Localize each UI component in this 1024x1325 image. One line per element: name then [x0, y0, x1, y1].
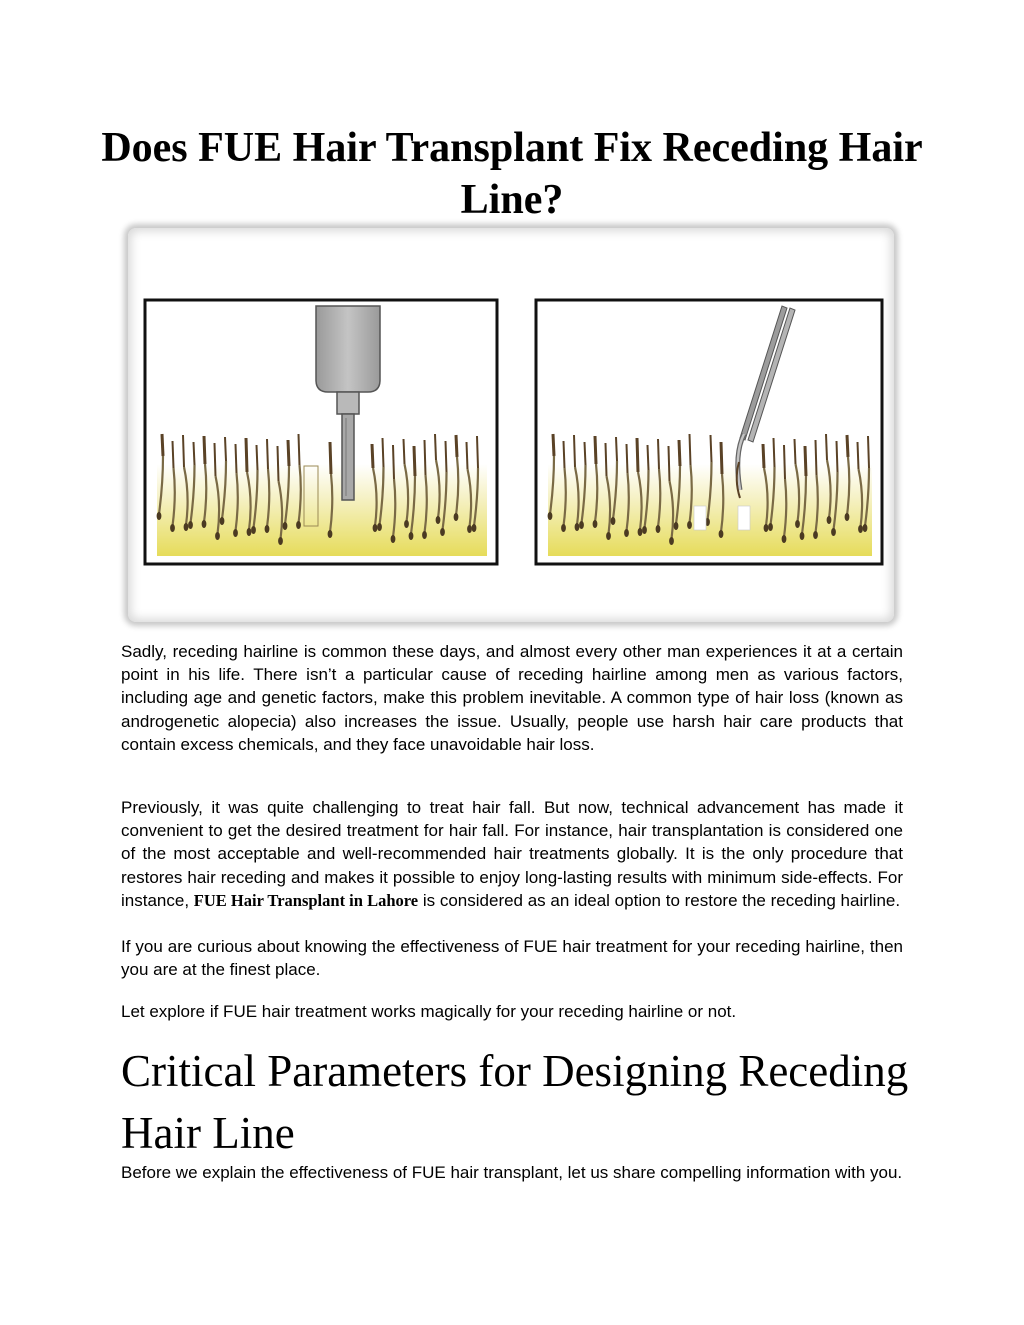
hair-bulb: [593, 520, 598, 528]
hair-shaft: [837, 441, 838, 472]
hair-shaft: [236, 444, 237, 473]
hair-bulb: [184, 523, 189, 531]
hair-bulb: [863, 524, 868, 532]
hair-shaft: [225, 437, 226, 461]
hair-bulb: [624, 529, 629, 537]
hair-bulb: [454, 513, 459, 521]
hair-shaft: [435, 434, 436, 460]
hair-bulb: [409, 532, 414, 540]
hair-bulb: [440, 528, 445, 536]
hair-bulb: [800, 532, 805, 540]
hair-shaft: [477, 436, 478, 468]
hair-bulb: [170, 524, 175, 532]
hair-shaft: [215, 443, 216, 476]
hair-bulb: [606, 532, 611, 540]
hair-bulb: [795, 520, 800, 528]
hair-bulb: [656, 525, 661, 533]
hair-bulb: [669, 537, 674, 545]
hair-shaft: [299, 434, 300, 465]
hair-bulb: [233, 529, 238, 537]
hair-bulb: [296, 521, 301, 529]
hair-shaft: [383, 438, 384, 467]
hair-bulb: [247, 528, 252, 536]
hair-shaft: [288, 440, 289, 466]
hair-shaft: [858, 442, 859, 469]
hair-shaft: [414, 446, 415, 476]
explore-paragraph: Let explore if FUE hair treatment works magically for your receding hairline or not.: [121, 1002, 737, 1021]
left-panel: [145, 300, 497, 564]
hair-bulb: [157, 512, 162, 520]
hair-bulb: [611, 517, 616, 525]
hair-bulb: [768, 523, 773, 531]
treatment-paragraph: [121, 796, 903, 912]
hair-shaft: [183, 435, 184, 467]
hair-bulb: [579, 521, 584, 529]
hair-shaft: [606, 443, 607, 476]
hair-bulb: [719, 530, 724, 538]
hair-bulb: [472, 524, 477, 532]
hair-shaft: [669, 446, 670, 481]
hair-shaft: [595, 436, 596, 464]
hair-bulb: [188, 521, 193, 529]
hair-shaft: [446, 441, 447, 472]
right-panel: [536, 300, 882, 564]
hair-shaft: [257, 445, 258, 470]
hair-shaft: [162, 434, 163, 456]
hair-shaft: [456, 435, 457, 457]
hair-shaft: [763, 444, 764, 468]
hair-shaft: [774, 438, 775, 467]
hair-bulb: [831, 528, 836, 536]
hair-shaft: [204, 436, 205, 464]
hair-shaft: [585, 442, 586, 465]
hair-bulb: [328, 530, 333, 538]
intro-paragraph: Sadly, receding hairline is common these days, and almost every other man experiences it at a certain point in his life. There isn’t a particular cause of receding hairline among men as various factors, including age and genetic factors, make this problem inevitable. A common type of hair loss (known as androgenetic alopecia) also increases the issue. Usually, people use harsh hair care products that contain excess chemicals, and they face unavoidable hair loss.: [121, 642, 903, 754]
hair-shaft: [278, 446, 279, 481]
hair-bulb: [220, 517, 225, 525]
hair-shaft: [637, 438, 638, 472]
hair-shaft: [784, 445, 785, 479]
fue-illustration: [128, 228, 894, 622]
hair-bulb: [561, 524, 566, 532]
hair-bulb: [265, 525, 270, 533]
hair-bulb: [858, 525, 863, 533]
hair-shaft: [690, 434, 691, 465]
section-intro-paragraph: Before we explain the effectiveness of FUE hair transplant, let us share compelling information with you.: [121, 1163, 903, 1182]
hair-bulb: [391, 535, 396, 543]
hair-shaft: [330, 442, 331, 474]
hair-shaft: [627, 444, 628, 473]
hair-bulb: [251, 526, 256, 534]
hair-shaft: [847, 435, 848, 457]
hair-shaft: [467, 442, 468, 469]
hair-shaft: [564, 441, 565, 468]
hair-shaft: [194, 442, 195, 465]
hair-shaft: [616, 437, 617, 461]
hair-bulb: [467, 525, 472, 533]
hair-shaft: [826, 434, 827, 460]
hair-shaft: [711, 435, 712, 462]
hair-shaft: [267, 439, 268, 469]
hair-shaft: [795, 439, 796, 464]
hair-bulb: [436, 516, 441, 524]
hair-shaft: [246, 438, 247, 472]
hair-bulb: [373, 524, 378, 532]
hair-shaft: [372, 444, 373, 468]
hair-bulb: [404, 520, 409, 528]
hair-bulb: [687, 521, 692, 529]
hair-shaft: [553, 434, 554, 456]
hair-shaft: [173, 441, 174, 468]
hair-bulb: [283, 522, 288, 530]
hair-bulb: [642, 526, 647, 534]
hair-bulb: [782, 535, 787, 543]
hair-shaft: [393, 445, 394, 479]
hair-bulb: [215, 532, 220, 540]
hair-bulb: [813, 531, 818, 539]
hair-bulb: [575, 523, 580, 531]
hair-bulb: [278, 537, 283, 545]
fue-lahore-emphasis: FUE Hair Transplant in Lahore: [193, 890, 419, 910]
treatment-text-after: is considered as an ideal option to restore the receding hairline.: [422, 890, 901, 910]
hair-bulb: [674, 522, 679, 530]
hair-bulb: [202, 520, 207, 528]
hair-bulb: [827, 516, 832, 524]
section-heading: Critical Parameters for Designing Receding Hair Line: [121, 1046, 909, 1158]
hair-shaft: [721, 442, 722, 474]
treatment-text-before: Previously, it was quite challenging to treat hair fall. But now, technical advancement has made it convenient to get the desired treatment for hair fall. For instance, hair transplantation is considered one of the most acceptable and well-recommended hair treatments globally. It is the only procedure that restores hair receding and makes it possible to enjoy long-lasting results with minimum side-effects. For instance,: [121, 798, 903, 910]
hair-bulb: [764, 524, 769, 532]
hair-shaft: [658, 439, 659, 469]
hair-bulb: [638, 528, 643, 536]
page-title: Does FUE Hair Transplant Fix Receding Hair Line?: [101, 125, 923, 223]
hair-shaft: [805, 446, 806, 476]
fue-illustration-svg: [128, 228, 894, 622]
hair-shaft: [648, 445, 649, 470]
hair-bulb: [377, 523, 382, 531]
hair-shaft: [679, 440, 680, 466]
hair-shaft: [404, 439, 405, 464]
hair-shaft: [868, 436, 869, 468]
hair-bulb: [548, 512, 553, 520]
hair-bulb: [422, 531, 427, 539]
curious-paragraph: If you are curious about knowing the effectiveness of FUE hair treatment for your receding hairline, then you are at the finest place.: [121, 937, 903, 980]
hair-bulb: [845, 513, 850, 521]
hair-shaft: [816, 440, 817, 475]
hair-shaft: [574, 435, 575, 467]
hair-shaft: [425, 440, 426, 475]
